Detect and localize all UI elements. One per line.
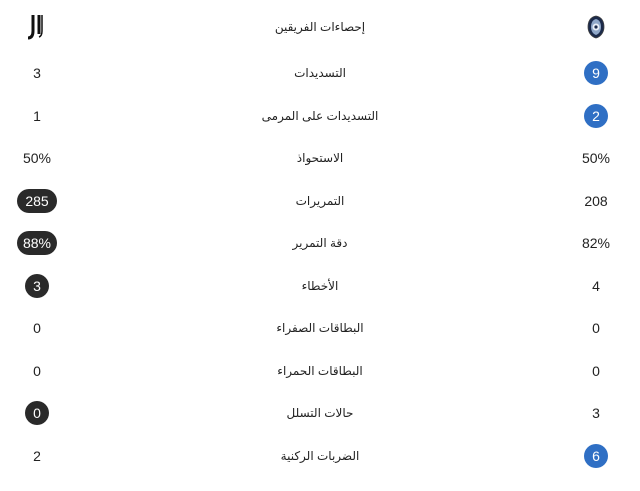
right-value-badge: 2 xyxy=(584,104,608,128)
stat-label: التسديدات على المرمى xyxy=(261,109,379,123)
stat-row xyxy=(0,350,640,392)
stat-row xyxy=(0,180,640,222)
right-team-value xyxy=(566,222,626,264)
right-value-text: 4 xyxy=(592,278,600,294)
right-value-text: 50% xyxy=(581,150,611,166)
left-team-value xyxy=(7,222,67,264)
right-team-value xyxy=(566,52,626,94)
left-value-text: 0 xyxy=(33,320,41,336)
left-value-badge: 285 xyxy=(17,189,57,213)
right-value-text: 0 xyxy=(592,363,600,379)
stat-label: التسديدات xyxy=(294,66,346,80)
right-team-value xyxy=(566,350,626,392)
left-team-value xyxy=(7,435,67,477)
right-value-text: 0 xyxy=(592,320,600,336)
right-team-value xyxy=(566,95,626,137)
stat-label: البطاقات الحمراء xyxy=(277,364,363,378)
right-team-value xyxy=(566,392,626,434)
stats-title: إحصاءات الفريقين xyxy=(274,20,366,34)
stat-row xyxy=(0,95,640,137)
left-value-text: 1 xyxy=(33,108,41,124)
stat-row xyxy=(0,265,640,307)
right-value-badge: 9 xyxy=(584,61,608,85)
left-team-value xyxy=(7,52,67,94)
left-team-value xyxy=(7,180,67,222)
stat-label: الضربات الركنية xyxy=(280,449,360,463)
right-value-text: 208 xyxy=(584,193,608,209)
stat-label: دقة التمرير xyxy=(292,236,348,250)
right-team-value xyxy=(566,435,626,477)
left-value-badge: 88% xyxy=(17,231,57,255)
left-value-badge: 0 xyxy=(25,401,49,425)
left-value-text: 2 xyxy=(33,448,41,464)
right-team-value xyxy=(566,307,626,349)
left-value-text: 50% xyxy=(22,150,52,166)
stat-label: البطاقات الصفراء xyxy=(276,321,364,335)
left-value-badge: 3 xyxy=(25,274,49,298)
right-value-text: 3 xyxy=(592,405,600,421)
right-value-badge: 6 xyxy=(584,444,608,468)
stat-row xyxy=(0,137,640,179)
left-team-value xyxy=(7,95,67,137)
atalanta-crest-icon xyxy=(566,6,626,48)
stat-row xyxy=(0,307,640,349)
stat-label: حالات التسلل xyxy=(286,406,354,420)
left-team-value xyxy=(7,137,67,179)
stat-row xyxy=(0,52,640,94)
left-team-value xyxy=(7,350,67,392)
left-value-text: 0 xyxy=(33,363,41,379)
stat-label: التمريرات xyxy=(295,194,345,208)
left-team-value xyxy=(7,265,67,307)
right-team-value xyxy=(566,137,626,179)
stats-header xyxy=(0,6,640,48)
left-team-value xyxy=(7,392,67,434)
stat-row xyxy=(0,392,640,434)
stat-label: الاستحواذ xyxy=(296,151,344,165)
right-team-value xyxy=(566,180,626,222)
right-value-text: 82% xyxy=(581,235,611,251)
stat-row xyxy=(0,435,640,477)
stat-row xyxy=(0,222,640,264)
stat-label: الأخطاء xyxy=(301,279,339,293)
left-value-text: 3 xyxy=(33,65,41,81)
left-team-value xyxy=(7,307,67,349)
juventus-crest-icon xyxy=(7,6,67,48)
right-team-value xyxy=(566,265,626,307)
